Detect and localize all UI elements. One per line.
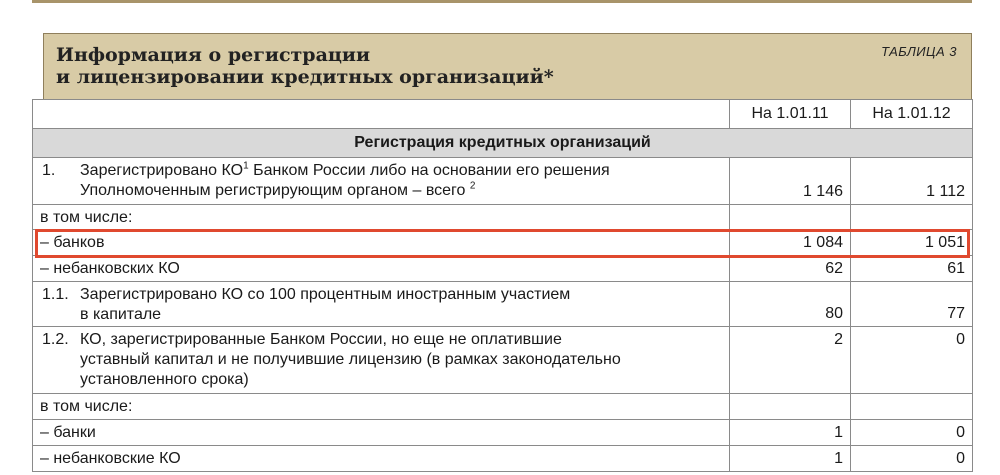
row-text: уставный капитал и не получившие лицензию (в рамках законодательно xyxy=(80,351,621,368)
footnote-marker: 2 xyxy=(469,180,476,192)
value-cell xyxy=(730,205,851,230)
row-text: в том числе: xyxy=(33,394,730,420)
row-text: – банков xyxy=(33,230,730,256)
table-title-box xyxy=(43,33,972,99)
value-cell xyxy=(851,394,973,420)
row-text: в капитале xyxy=(80,306,162,323)
table-row xyxy=(33,420,973,446)
footnote-marker: 1 xyxy=(243,160,249,172)
table-row xyxy=(33,205,973,230)
value-cell: 61 xyxy=(851,256,973,282)
row-label-cell xyxy=(33,327,730,394)
table-row xyxy=(33,256,973,282)
value-cell: 1 xyxy=(730,446,851,472)
table-row xyxy=(33,230,973,256)
table-row xyxy=(33,327,973,394)
value-cell: 77 xyxy=(851,282,973,327)
value-cell: 0 xyxy=(851,327,973,394)
column-header: На 1.01.12 xyxy=(851,100,973,129)
value-cell xyxy=(851,205,973,230)
value-cell: 0 xyxy=(851,420,973,446)
header-empty-cell xyxy=(33,100,730,129)
value-cell: 62 xyxy=(730,256,851,282)
row-text: установленного срока) xyxy=(80,371,249,388)
table-row xyxy=(33,446,973,472)
row-text: Уполномоченным регистрирующим органом – всего xyxy=(80,182,466,199)
table-number-label: ТАБЛИЦА 3 xyxy=(881,44,957,59)
value-cell xyxy=(730,394,851,420)
section-row xyxy=(33,129,973,158)
row-number: 1. xyxy=(42,162,56,179)
value-cell: 1 146 xyxy=(730,158,851,205)
value-cell: 1 112 xyxy=(851,158,973,205)
value-cell: 1 xyxy=(730,420,851,446)
top-rule xyxy=(32,0,972,3)
row-text: Зарегистрировано КО xyxy=(80,162,244,179)
value-cell: 80 xyxy=(730,282,851,327)
table-row xyxy=(33,158,973,205)
header-row xyxy=(33,100,973,129)
row-text: – небанковских КО xyxy=(33,256,730,282)
value-cell: 1 051 xyxy=(851,230,973,256)
table-title xyxy=(56,44,554,88)
table-row xyxy=(33,394,973,420)
row-text: Банком России либо на основании его решения xyxy=(248,162,610,179)
value-cell: 2 xyxy=(730,327,851,394)
title-line-2: и лицензировании кредитных организаций* xyxy=(56,66,554,88)
column-header: На 1.01.11 xyxy=(730,100,851,129)
row-number: 1.1. xyxy=(42,286,69,303)
row-text: КО, зарегистрированные Банком России, но еще не оплатившие xyxy=(80,331,562,348)
row-label-cell xyxy=(33,282,730,327)
table-row xyxy=(33,282,973,327)
row-text: Зарегистрировано КО со 100 процентным иностранным участием xyxy=(80,286,571,303)
value-cell: 1 084 xyxy=(730,230,851,256)
section-title: Регистрация кредитных организаций xyxy=(33,129,973,158)
row-text: – небанковские КО xyxy=(33,446,730,472)
data-table xyxy=(32,99,973,472)
row-text: – банки xyxy=(33,420,730,446)
row-label-cell xyxy=(33,158,730,205)
title-line-1: Информация о регистрации xyxy=(56,44,371,66)
row-number: 1.2. xyxy=(42,331,69,348)
value-cell: 0 xyxy=(851,446,973,472)
row-text: в том числе: xyxy=(33,205,730,230)
